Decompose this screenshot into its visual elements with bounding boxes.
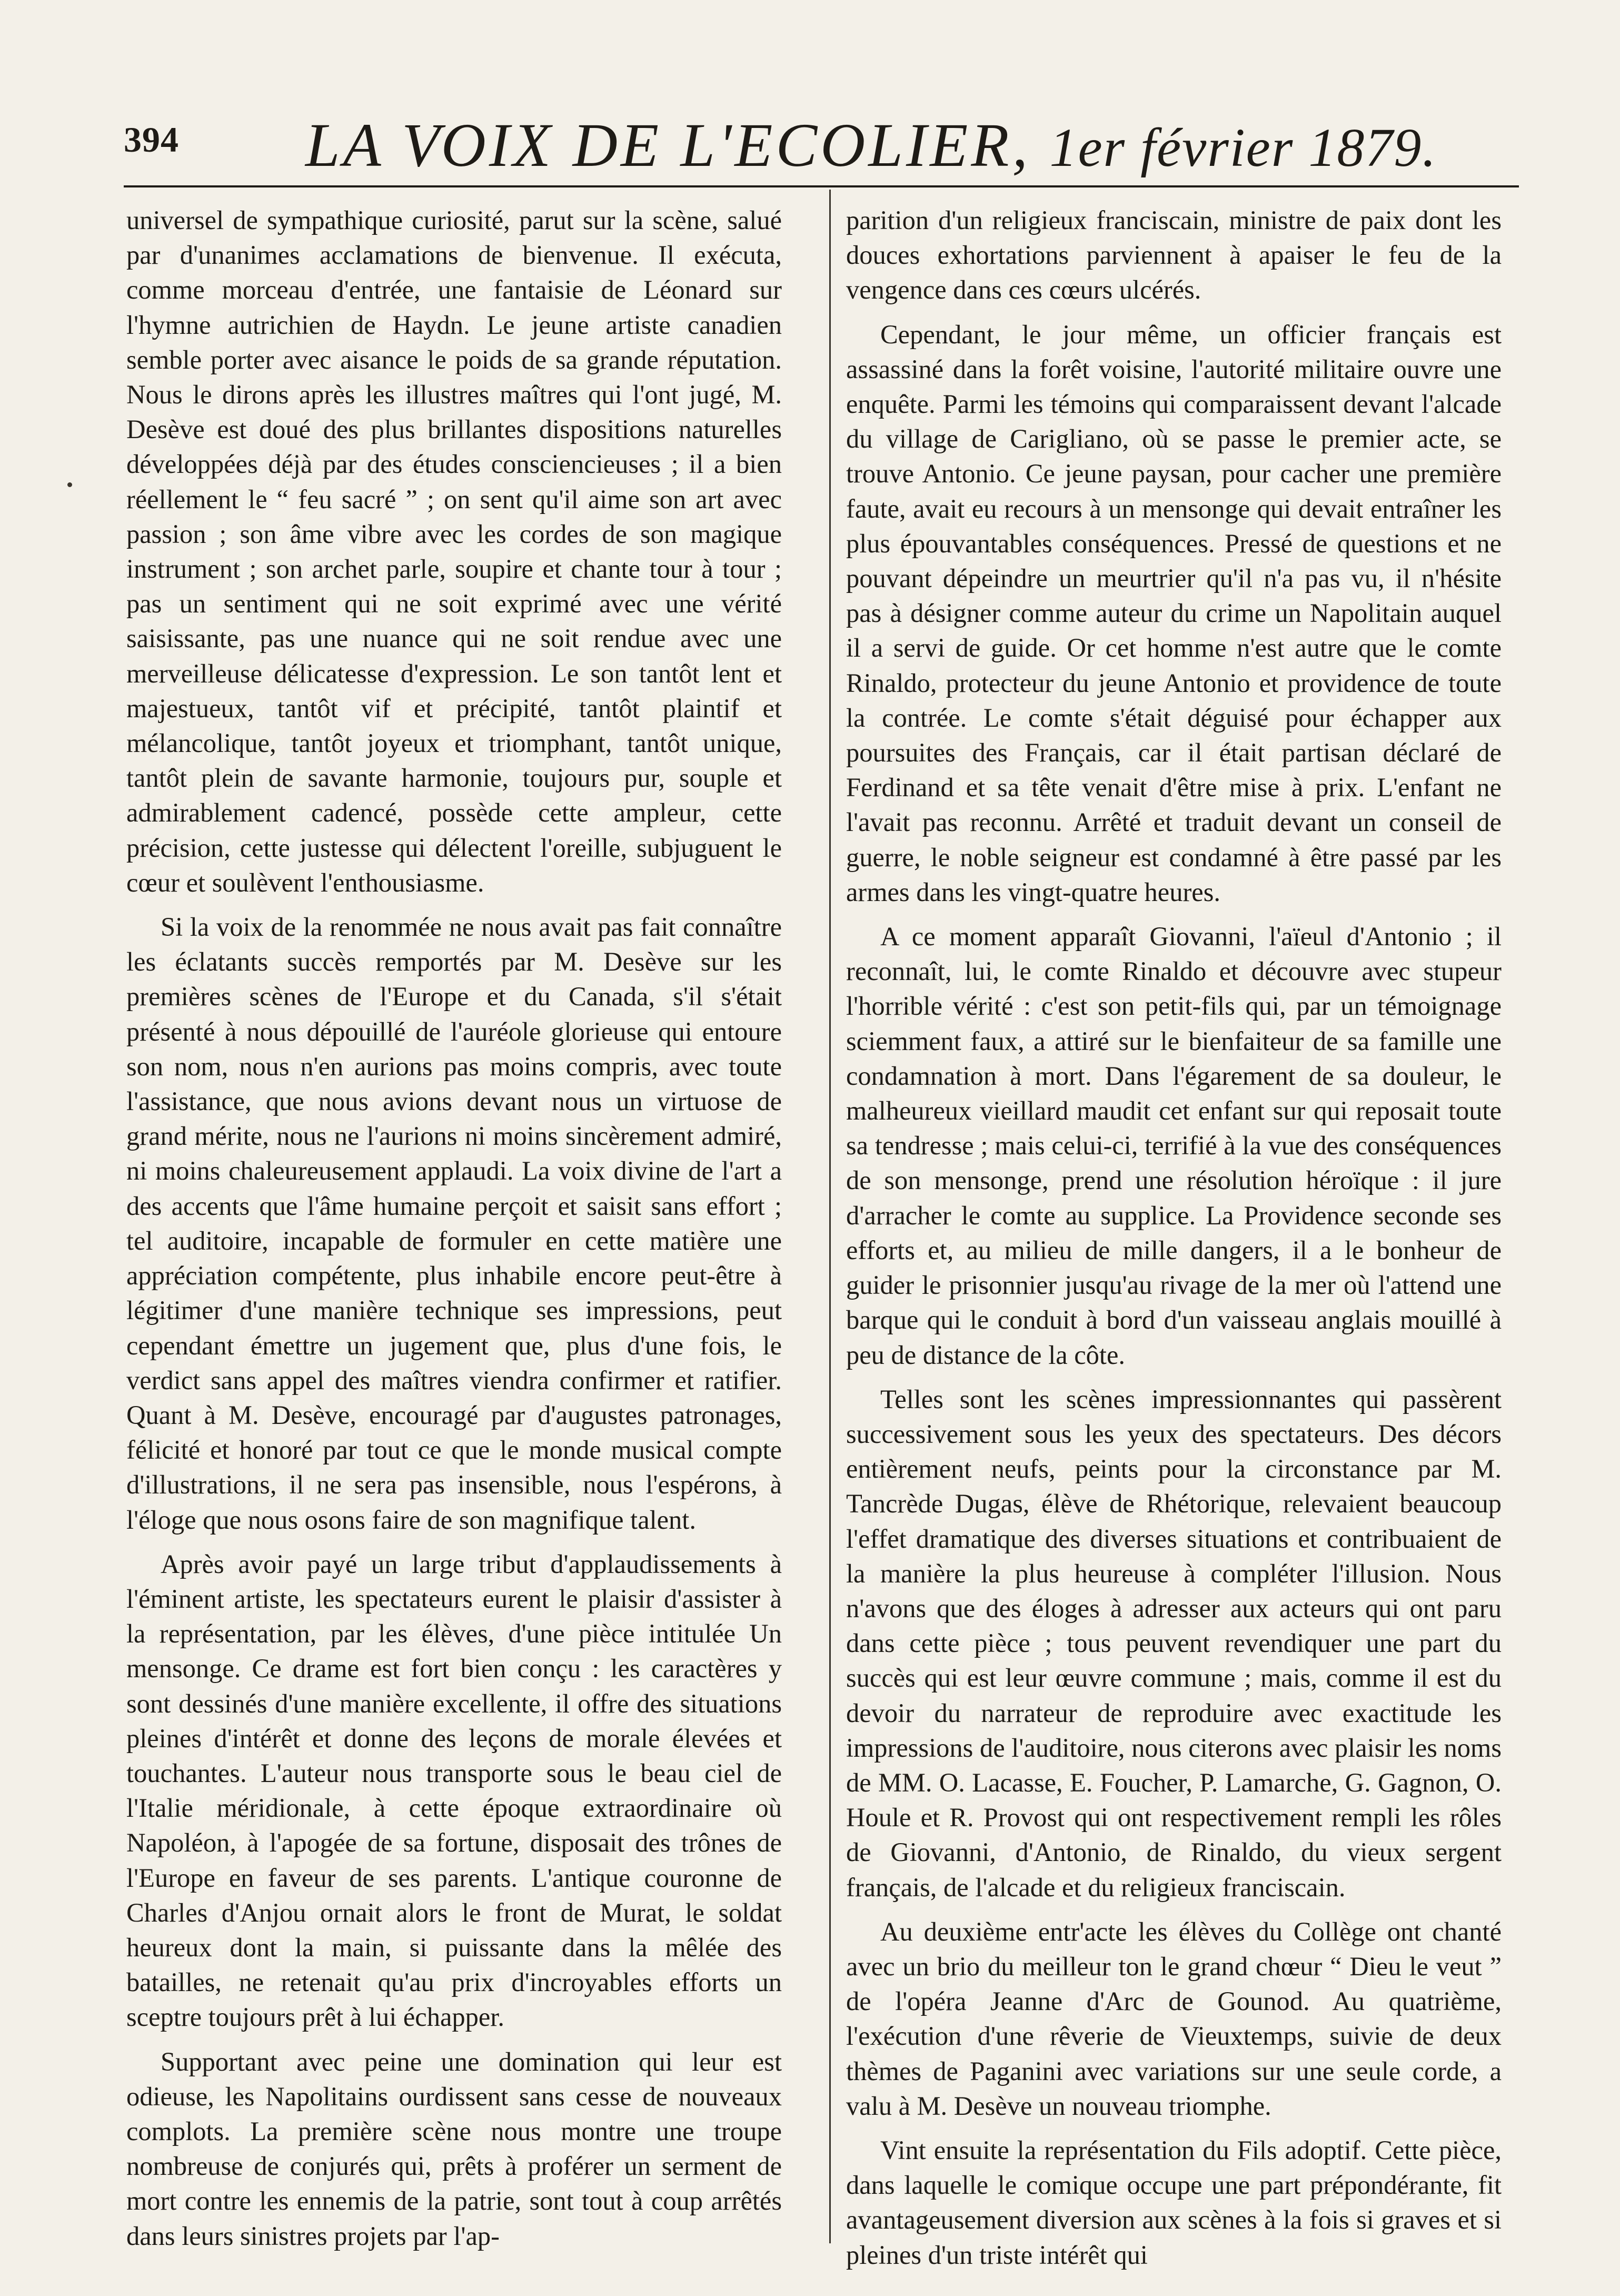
right-column: [846, 203, 1502, 2272]
scan-speck: [67, 482, 72, 487]
paragraph: universel de sympathique curiosité, parut sur la scène, salué par d'unanimes acclamations de bienvenue. Il exécuta, comme morceau d'entrée, une fantaisie de Léonard sur l'hymne autrichien de Haydn. Le jeune artiste canadien semble porter avec aisance le poids de sa grande réputation. Nous le dirons après les illustres maîtres qui l'ont jugé, M. Desève est doué des plus brillantes dispositions naturelles développées déjà par des études consciencieuses ; il a bien réellement le “ feu sacré ” ; on sent qu'il aime son art avec passion ; son âme vibre avec les cordes de son magique instrument ; son archet parle, soupire et chante tour à tour ; pas un sentiment qui ne soit exprimé avec une vérité saisissante, pas une nuance qui ne soit rendue avec une merveilleuse délicatesse d'expression. Le son tantôt lent et majestueux, tantôt vif et précipité, tantôt plaintif et mélancolique, tantôt joyeux et triomphant, tantôt unique, tantôt plein de savante harmonie, toujours pur, souple et admirablement cadencé, possède cette ampleur, cette précision, cette justesse qui délectent l'oreille, subjuguent le cœur et soulèvent l'enthousiasme.: [126, 205, 782, 897]
header-rule: [124, 185, 1519, 187]
page-number: 394: [124, 120, 179, 160]
masthead-title: LA VOIX DE L'ECOLIER,: [305, 111, 1031, 180]
paragraph: Si la voix de la renommée ne nous avait pas fait connaître les éclatants succès remportés par M. Desève sur les premières scènes de l'Europe et du Canada, s'il s'était présenté à nous dépouillé de l'auréole glorieuse qui entoure son nom, nous n'en aurions pas moins compris, avec toute l'assistance, que nous avions devant nous un virtuose de grand mérite, nous ne l'aurions ni moins sincèrement admiré, ni moins chaleureusement applaudi. La voix divine de l'art a des accents que l'âme humaine perçoit et saisit sans effort ; tel auditoire, incapable de formuler en cette matière une appréciation compétente, plus inhabile encore peut-être à légitimer d'une manière technique ses impressions, peut cependant émettre un jugement que, plus d'une fois, le verdict sans appel des maîtres viendra confirmer et ratifier. Quant à M. Desève, encouragé par d'augustes patronages, félicité et honoré par tout ce que le monde musical compte d'illustrations, il ne sera pas insensible, nous l'espérons, à l'éloge que nous osons faire de son magnifique talent.: [126, 912, 782, 1535]
masthead: [305, 110, 1437, 181]
paragraph: Supportant avec peine une domination qui leur est odieuse, les Napolitains ourdissent sans cesse de nouveaux complots. La première scène nous montre une troupe nombreuse de conjurés qui, prêts à proférer un serment de mort contre les ennemis de la patrie, sont tout à coup arrêtés dans leurs sinistres projets par l'ap-: [126, 2046, 782, 2251]
paragraph: Telles sont les scènes impressionnantes qui passèrent successivement sous les yeux des spectateurs. Des décors entièrement neufs, peints pour la circonstance par M. Tancrède Dugas, élève de Rhétorique, relevaient beaucoup l'effet dramatique des diverses situations et contribuaient de la manière la plus heureuse à compléter l'illusion. Nous n'avons que des éloges à adresser aux acteurs qui ont paru dans cette pièce ; tous peuvent revendiquer une part du succès qui est leur œuvre commune ; mais, comme il est du devoir du narrateur de reproduire avec exactitude les impressions de l'auditoire, nous citerons avec plaisir les noms de MM. O. Lacasse, E. Foucher, P. Lamarche, G. Gagnon, O. Houle et R. Provost qui ont respectivement rempli les rôles de Giovanni, d'Antonio, de Rinaldo, du vieux sergent français, de l'alcade et du religieux franciscain.: [846, 1384, 1502, 1902]
paragraph: Au deuxième entr'acte les élèves du Collège ont chanté avec un brio du meilleur ton le grand chœur “ Dieu le veut ” de l'opéra Jeanne d'Arc de Gounod. Au quatrième, l'exécution d'une rêverie de Vieuxtemps, suivie de deux thèmes de Paganini avec variations sur une seule corde, a valu à M. Desève un nouveau triomphe.: [846, 1916, 1502, 2121]
paragraph: Après avoir payé un large tribut d'applaudissements à l'éminent artiste, les spectateurs eurent le plaisir d'assister à la représentation, par les élèves, d'une pièce intitulée Un mensonge. Ce drame est fort bien conçu : les caractères y sont dessinés d'une manière excellente, il offre des situations pleines d'intérêt et donne des leçons de morale élevées et touchantes. L'auteur nous transporte sous le beau ciel de l'Italie méridionale, à cette époque extraordinaire où Napoléon, à l'apogée de sa fortune, disposait des trônes de l'Europe en faveur de ses parents. L'antique couronne de Charles d'Anjou ornait alors le front de Murat, le soldat heureux dont la main, si puissante dans la mêlée des batailles, ne retenait qu'au prix d'incroyables efforts un sceptre toujours prêt à lui échapper.: [126, 1549, 782, 2032]
paragraph: A ce moment apparaît Giovanni, l'aïeul d'Antonio ; il reconnaît, lui, le comte Rinaldo et découvre avec stupeur l'horrible vérité : c'est son petit-fils qui, par un témoignage sciemment faux, a attiré sur le bienfaiteur de sa famille une condamnation à mort. Dans l'égarement de sa douleur, le malheureux vieillard maudit cet enfant sur qui reposait toute sa tendresse ; mais celui-ci, terrifié à la vue des conséquences de son mensonge, prend une résolution héroïque : il jure d'arracher le comte au supplice. La Providence seconde ses efforts et, au milieu de mille dangers, il a le bonheur de guider le prisonnier jusqu'au rivage de la mer où l'attend une barque qui le conduit à bord d'un vaisseau anglais mouillé à peu de distance de la côte.: [846, 922, 1502, 1370]
left-column: [126, 203, 782, 2253]
masthead-date: 1er février 1879.: [1049, 117, 1437, 178]
paragraph: parition d'un religieux franciscain, ministre de paix dont les douces exhortations parviennent à apaiser le feu de la vengence dans ces cœurs ulcérés.: [846, 205, 1502, 305]
paragraph: Cependant, le jour même, un officier français est assassiné dans la forêt voisine, l'autorité militaire ouvre une enquête. Parmi les témoins qui comparaissent devant l'alcade du village de Carigliano, où se passe le premier acte, se trouve Antonio. Ce jeune paysan, pour cacher une première faute, avait eu recours à un mensonge qui devait entraîner les plus épouvantables conséquences. Pressé de questions et ne pouvant dépeindre un meurtrier qu'il n'a pas vu, il n'hésite pas à désigner comme auteur du crime un Napolitain auquel il a servi de guide. Or cet homme n'est autre que le comte Rinaldo, protecteur du jeune Antonio et providence de toute la contrée. Le comte s'était déguisé pour échapper aux poursuites des Français, car il était partisan déclaré de Ferdinand et sa tête venait d'être mise à prix. L'enfant ne l'avait pas reconnu. Arrêté et traduit devant un conseil de guerre, le noble seigneur est condamné à être passé par les armes dans les vingt-quatre heures.: [846, 319, 1502, 907]
page-header: [124, 110, 1514, 178]
paragraph: Vint ensuite la représentation du Fils adoptif. Cette pièce, dans laquelle le comique occupe une part prépondérante, fit avantageusement diversion aux scènes à la fois si graves et si pleines d'un triste intérêt qui: [846, 2135, 1502, 2270]
column-divider: [829, 190, 831, 2243]
